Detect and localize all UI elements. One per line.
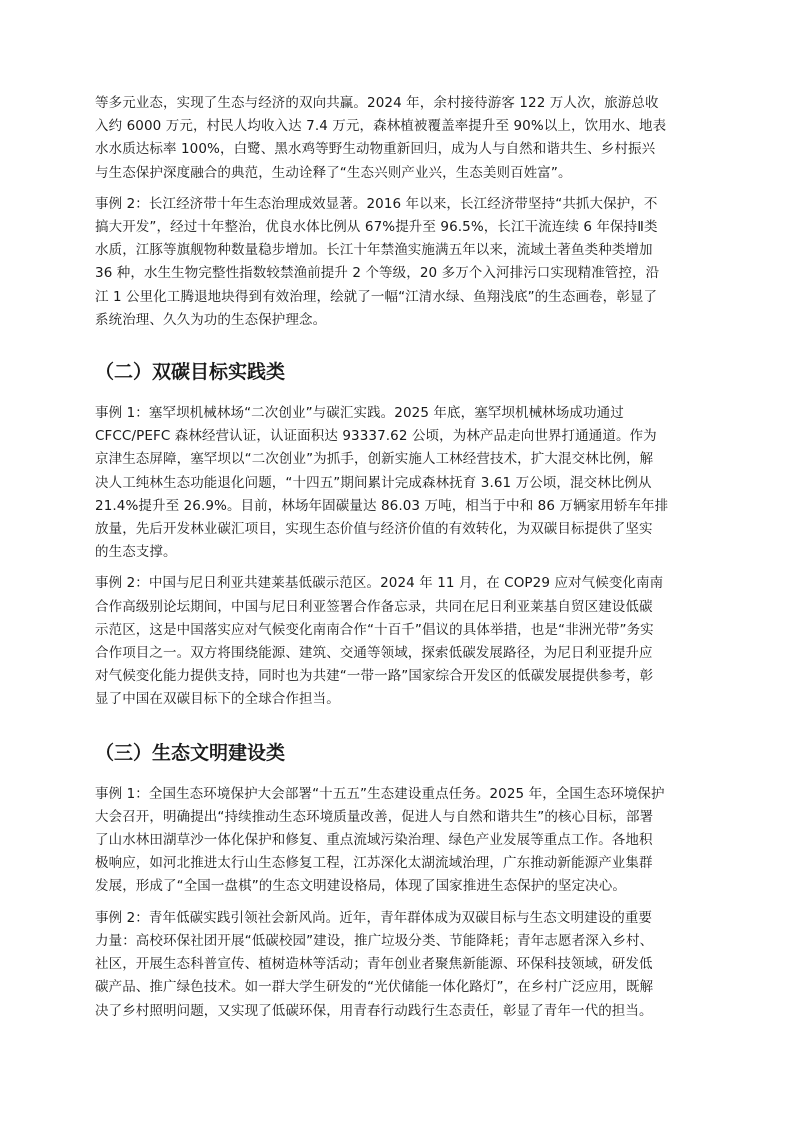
text-line: 事例 2：长江经济带十年生态治理成效显著。2016 年以来，长江经济带坚持“共抓大保护，不 [95, 195, 658, 212]
paragraph-yangtze-example [95, 193, 705, 332]
text-line: 事例 1：塞罕坝机械林场“二次创业”与碳汇实践。2025 年底，塞罕坝机械林场成功通过 [95, 405, 624, 422]
text-line: 水水质达标率 100%，白鹭、黑水鸡等野生动物重新回归，成为人与自然和谐共生、乡村振兴 [95, 141, 656, 158]
text-line: 与生态保护深度融合的典范，生动诠释了“生态兴则产业兴，生态美则百姓富”。 [95, 164, 572, 181]
text-line: 大会召开，明确提出“持续推动生态环境质量改善，促进人与自然和谐共生”的核心目标，部署 [95, 808, 654, 825]
text-line: 显了中国在双碳目标下的全球合作担当。 [95, 691, 340, 708]
text-line: 碳产品、推广绿色技术。如一群大学生研发的“光伏储能一体化路灯”，在乡村广泛应用，既解 [95, 979, 654, 996]
text-line: 京津生态屏障，塞罕坝以“二次创业”为抓手，创新实施人工林经营技术，扩大混交林比例，解 [95, 451, 654, 468]
text-line: 等多元业态，实现了生态与经济的双向共赢。2024 年，余村接待游客 122 万人次，旅游总收 [95, 95, 659, 111]
text-line: 合作高级别论坛期间，中国与尼日利亚签署合作备忘录，共同在尼日利亚莱基自贸区建设低碳 [95, 598, 653, 615]
text-line: CFCC/PEFC 森林经营认证，认证面积达 93337.62 公顷，为林产品走向世界打通通道。作为 [95, 428, 657, 445]
text-line: 事例 1：全国生态环境保护大会部署“十五五”生态建设重点任务。2025 年，全国生态环境保护 [95, 785, 665, 802]
text-line: 入约 6000 万元，村民人均收入达 7.4 万元，森林植被覆盖率提升至 90%以上，饮用水、地表 [95, 118, 667, 135]
paragraph-yucun-continuation [95, 92, 705, 185]
text-line: 对气候变化能力提供支持，同时也为共建“一带一路”国家综合开发区的低碳发展提供参考，彰 [95, 668, 654, 685]
text-line: 合作项目之一。双方将围绕能源、建筑、交通等领域，探索低碳发展路径，为尼日利亚提升应 [95, 645, 653, 662]
paragraph-saihanba-example [95, 402, 705, 564]
text-line: 了山水林田湖草沙一体化保护和修复、重点流域污染治理、绿色产业发展等重点工作。各地积 [95, 832, 653, 849]
text-line: 的生态支撑。 [95, 544, 177, 561]
text-line: 决了乡村照明问题，又实现了低碳环保，用青春行动践行生态责任，彰显了青年一代的担当。 [95, 1002, 653, 1019]
text-line: 力量：高校环保社团开展“低碳校园”建设，推广垃圾分类、节能降耗；青年志愿者深入乡村、 [95, 932, 654, 949]
text-line: 放量，先后开发林业碳汇项目，实现生态价值与经济价值的有效转化，为双碳目标提供了坚实 [95, 521, 653, 538]
text-line: 36 种，水生生物完整性指数较禁渔前提升 2 个等级，20 多万个入河排污口实现精准管控，沿 [95, 265, 660, 282]
text-line: 事例 2：青年低碳实践引领社会新风尚。近年，青年群体成为双碳目标与生态文明建设的重要 [95, 909, 653, 926]
section-heading-ecological-civilization: （三）生态文明建设类 [95, 741, 286, 764]
text-line: 江 1 公里化工腾退地块得到有效治理，绘就了一幅“江清水绿、鱼翔浅底”的生态画卷，彰显了 [95, 288, 658, 305]
text-line: 发展，形成了“全国一盘棋”的生态文明建设格局，体现了国家推进生态保护的坚定决心。 [95, 878, 626, 895]
text-line: 社区，开展生态科普宣传、植树造林等活动；青年创业者聚焦新能源、环保科技领域，研发低 [95, 956, 653, 973]
paragraph-national-conference-example [95, 783, 705, 899]
text-line: 示范区，这是中国落实应对气候变化南南合作“十百千”倡议的具体举措，也是“非洲光带”务实 [95, 621, 654, 638]
text-line: 系统治理、久久为功的生态保护理念。 [95, 311, 327, 328]
paragraph-youth-example [95, 907, 705, 1023]
text-line: 21.4%提升至 26.9%。目前，林场年固碳量达 86.03 万吨，相当于中和 86 万辆家用轿车年排 [95, 497, 669, 514]
text-line: 决人工纯林生态功能退化问题，“十四五”期间累计完成森林抚育 3.61 万公顷，混交林比例从 [95, 474, 652, 491]
text-line: 搞大开发”，经过十年整治，优良水体比例从 67%提升至 96.5%，长江干流连续 6 年保持Ⅱ类 [95, 219, 658, 236]
text-line: 水质，江豚等旗舰物种数量稳步增加。长江十年禁渔实施满五年以来，流域土著鱼类种类增加 [95, 242, 653, 259]
text-line: 事例 2：中国与尼日利亚共建莱基低碳示范区。2024 年 11 月，在 COP29 应对气候变化南南 [95, 575, 664, 592]
paragraph-lekki-example [95, 572, 705, 711]
text-line: 极响应，如河北推进太行山生态修复工程，江苏深化太湖流域治理，广东推动新能源产业集群 [95, 855, 653, 872]
section-heading-dual-carbon: （二）双碳目标实践类 [95, 361, 286, 384]
document-page [95, 92, 705, 1023]
